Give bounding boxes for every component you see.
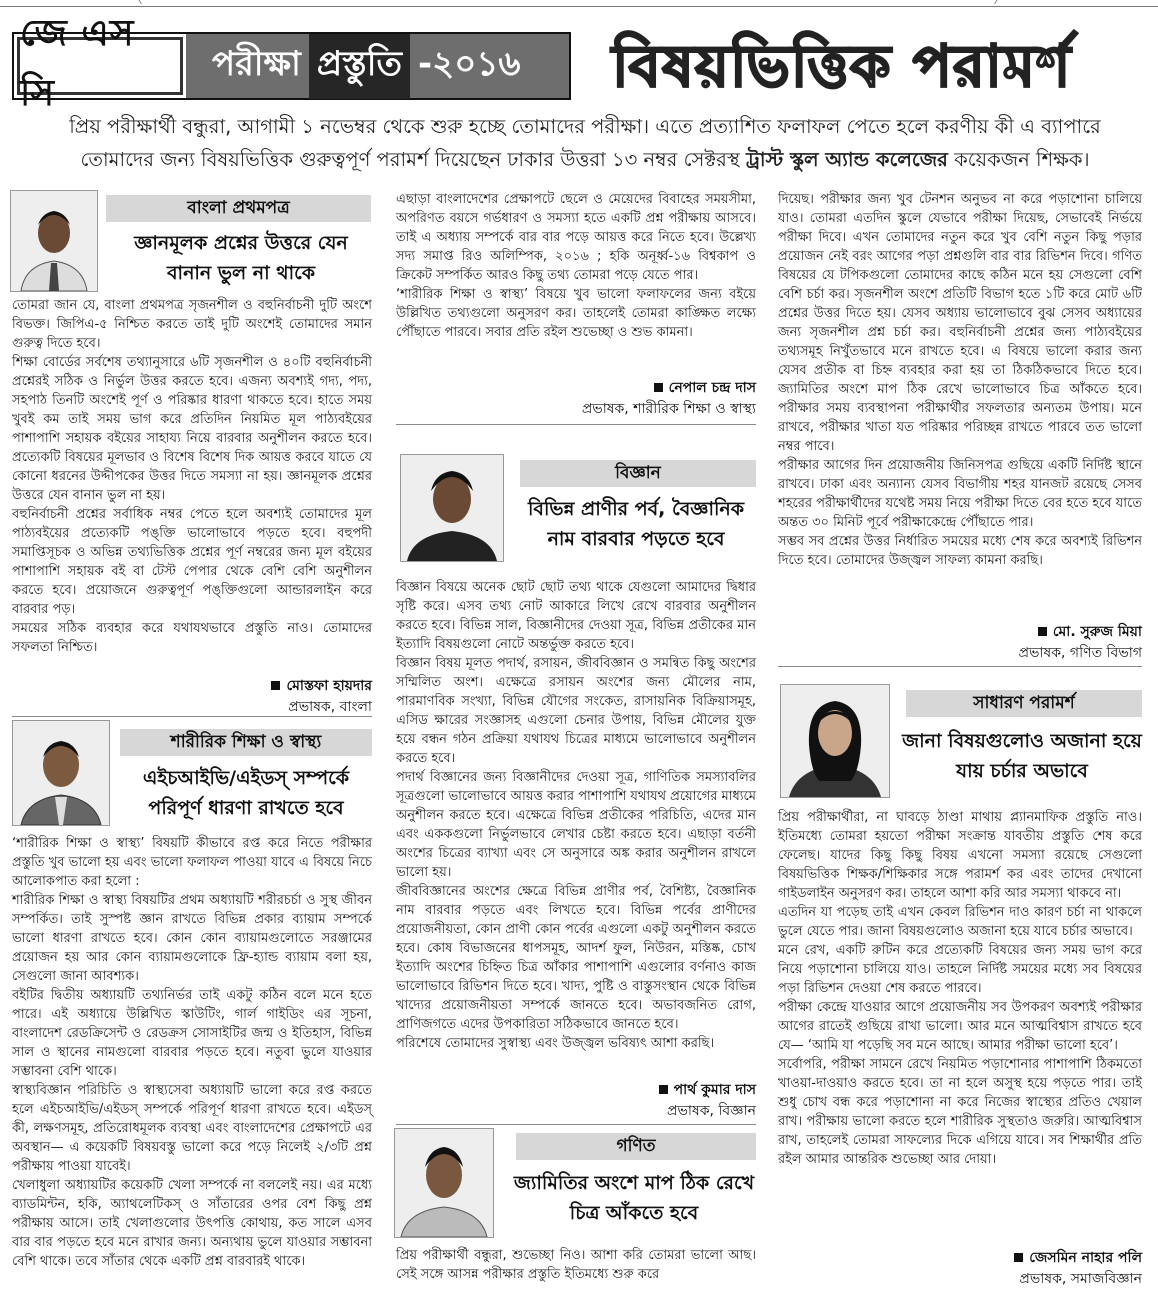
intro-line-2c: কয়েকজন শিক্ষক। — [954, 148, 1090, 171]
ganit-para: সম্ভব সব প্রশ্নের উত্তর নির্ধারিত সময়ের মধ্যে শেষ করে অবশ্যই রিভিশন দিতে হবে। তোমাদের উজ্জ্বল সাফল্য কামনা করছি। — [778, 534, 1142, 568]
subhead-bangla: জ্ঞানমূলক প্রশ্নের উত্তরে যেন বানান ভুল না থাকে — [134, 232, 348, 284]
sharirik-teacher-photo — [12, 720, 110, 826]
sadharon-para: প্রিয় পরীক্ষার্থীরা, না ঘাবড়ে ঠাণ্ডা মাথায় প্ল্যানমাফিক প্রস্তুতি নাও। ইতিমধ্যে তোমরা হয়তো পরীক্ষা সংক্রান্ত যাবতীয় প্রস্তুতি শেষ করে ফেলেছ। যাদের কিছু কিছু বিষয় এখনো সমস্যা রয়েছে সেগুলো বিষয়ভিত্তিক শিক্ষক/শিক্ষিকার সঙ্গে পরামর্শ কর এবং তাদের দেখানো গাইডলাইন অনুসরণ কর। তাহলে আশা করি আর সমস্যা থাকবে না। — [778, 810, 1142, 901]
sadharon-para: পরীক্ষা কেন্দ্রে যাওয়ার আগে প্রয়োজনীয় সব উপকরণ অবশ্যই পরীক্ষার আগের রাতেই গুছিয়ে রাখা ভালো। আর মনে আত্মবিশ্বাস রাখতে হবে যে— ‘আমি যা পড়েছি সব মনে আছে। আমার পরীক্ষা ভালো হবে’। — [778, 1000, 1142, 1053]
subhead-ganit: জ্যামিতির অংশে মাপ ঠিক রেখে চিত্র আঁকতে হবে — [513, 1172, 755, 1224]
sharirik-body — [12, 834, 372, 1271]
biggan-teacher-photo — [400, 454, 504, 562]
sadharon-para: সর্বোপরি, পরীক্ষা সামনে রেখে নিয়মিত পড়াশোনার পাশাপাশি ঠিকমতো খাওয়া-দাওয়াও করতে হবে। তা না হলে অসুস্থ হয়ে পড়তে পার। তাই শুধু চোখ বন্ধ করে পড়াশোনা না করে নিজের স্বাস্থ্যের প্রতিও খেয়াল রাখ। পরীক্ষায় ভালো করতে হলে শারীরিক সুস্থতাও জরুরি। আত্মবিশ্বাস রাখ, তাহলেই তোমরা সাফল্যের দিকে এগিয়ে যাবে। সব শিক্ষার্থীর প্রতি রইল আমার আন্তরিক শুভেচ্ছা আর দোয়া। — [778, 1057, 1142, 1167]
sadharon-author: জেসমিন নাহার পলি — [778, 1248, 1142, 1269]
intro-line-2a: তোমাদের জন্য বিষয়ভিত্তিক গুরুত্বপূর্ণ পরামর্শ দিয়েছেন ঢাকার উত্তরা ১৩ নম্বর সেক্টরস্থ — [80, 148, 740, 171]
banner-porikkha: পরীক্ষা — [212, 43, 301, 84]
biggan-author: পার্থ কুমার দাস — [396, 1080, 756, 1101]
bangla-para: বহুনির্বাচনী প্রশ্নের সর্বাধিক নম্বর পেতে হলে অবশ্যই তোমাদের মূল পাঠ্যবইয়ের প্রত্যেকটি পঙ্‌ক্তি ভালোভাবে পড়তে হবে। বহুপদী সমাপ্তিসূচক ও অভিন্ন তথ্যভিত্তিক প্রশ্নের পূর্ণ নম্বরের জন্য মূল বইয়ের পাশাপাশি সহায়ক বই বা টেস্ট পেপার থেকে বেশি বেশি অনুশীলন করতে হবে। প্রয়োজনে গুরুত্বপূর্ণ পঙ্‌ক্তিগুলো আন্ডারলাইন করে বারবার পড়। — [12, 507, 372, 617]
sharirik-para: স্বাস্থ্যবিজ্ঞান পরিচিতি ও স্বাস্থ্যসেবা অধ্যায়টি ভালো করে রপ্ত করতে হলে এইচআইভি/এইডস্ সম্পর্কে পরিপূর্ণ ধারণা রাখতে হবে। এইডস্ কী, লক্ষণসমূহ, প্রতিরোধমূলক ব্যবস্থা এবং বাংলাদেশের প্রেক্ষাপটে এর অবস্থান— এ কয়েকটি বিষয়বস্তু ভালো করে পড়ে নিলেই ২/৩টি প্রশ্ন পরীক্ষায় পাওয়া যাবেই। — [12, 1083, 372, 1174]
sadharon-para: এতদিন যা পড়েছ তাই এখন কেবল রিভিশন দাও কারণ চর্চা না থাকলে ভুলে যেতে পার। জানা বিষয়গুলোও অজানা হয়ে যাবে চর্চার অভাবে। — [778, 905, 1142, 939]
sharirik-para: এছাড়া বাংলাদেশের প্রেক্ষাপটে ছেলে ও মেয়েদের বিবাহের সময়সীমা, অপরিণত বয়সে গর্ভধারণ ও সমস্যা হতে একটি প্রশ্ন পরীক্ষায় আসবে। তাই এ অধ্যায় সম্পর্কে বার বার পড়ে আয়ত্ত করে নিতে হবে। উল্লেখ্য সদ্য সমাপ্ত রিও অলিম্পিক, ২০১৬ ; হকি অনূর্ধ্ব-১৬ বিশ্বকাপ ও ক্রিকেট সম্পর্কিত আরও কিছু তথ্য তোমরা পড়ে যেতে পার। — [396, 192, 756, 283]
intro-line-1: প্রিয় পরীক্ষার্থী বন্ধুরা, আগামী ১ নভেম্বর থেকে শুরু হচ্ছে তোমাদের পরীক্ষা। এতে প্রত্যাশিত ফলাফল পেতে হলে করণীয় কী এ ব্যাপারে — [69, 115, 1101, 138]
bangla-teacher-photo — [10, 190, 98, 292]
jsc-banner — [12, 13, 571, 114]
section-bangla: বাংলা প্রথমপত্র — [106, 195, 371, 222]
banner-right — [186, 34, 569, 98]
sharirik-body-cont — [396, 190, 756, 342]
section-biggan: বিজ্ঞান — [520, 460, 756, 487]
sharirik-para: খেলাধুলা অধ্যায়টির কয়েকটি খেলা সম্পর্কে না বললেই নয়। এর মধ্যে ব্যাডমিন্টন, হকি, অ্যাথলেটিকস্ ও সাঁতারের ওপর বেশ কিছু প্রশ্ন পরীক্ষায় আসে। তাই খেলাগুলোর উৎপত্তি কোথায়, কত সালে এসব বার বার পড়তে হবে মনে রাখার জন্য। অন্যথায় ভুলে যাওয়ার সম্ভাবনা বেশি থাকে। তবে সাঁতার থেকে একটি প্রশ্ন বারবারই থাকে। — [12, 1178, 372, 1269]
sharirik-para: বইটির দ্বিতীয় অধ্যায়টি তথ্যনির্ভর তাই একটু কঠিন বলে মনে হতে পারে। এই অধ্যায়ে উল্লিখিত স্কাউটিং, গার্ল গাইডিং এর সূচনা, বাংলাদেশ রেডক্রিসেন্ট ও রেডক্রস সোসাইটির জন্ম ও ইতিহাস, বিভিন্ন সাল ও স্থানের নামগুলো বারবার পড়তে হবে। নতুবা ভুলে যাওয়ার সম্ভাবনা বেশি থাকে। — [12, 988, 372, 1079]
ganit-teacher-photo — [394, 1128, 494, 1238]
ganit-para: প্রিয় পরীক্ষার্থী বন্ধুরা, শুভেচ্ছা নিও। আশা করি তোমরা ভালো আছ। সেই সঙ্গে আসন্ন পরীক্ষার প্রস্তুতি ইতিমধ্যে শুরু করে — [396, 1248, 756, 1282]
biggan-para: বিজ্ঞান বিষয় মূলত পদার্থ, রসায়ন, জীববিজ্ঞান ও সমন্বিত কিছু অংশের সম্মিলিত অংশ। এক্ষেত্রে রসায়ন অংশের জন্য মৌলের নাম, পারমাণবিক সংখ্যা, বিভিন্ন যৌগের সংকেত, রাসায়নিক বিক্রিয়াসমূহ, এসিড ক্ষারের সংজ্ঞাসহ এগুলো চেনার উপায়, বিভিন্ন মৌলের যুক্ত হয়ে বন্ধন গঠন প্রক্রিয়া যথাযথ চিত্রের মাধ্যমে ভালোভাবে অনুশীলন করতে হবে। — [396, 656, 756, 766]
biggan-para: পদার্থ বিজ্ঞানের জন্য বিজ্ঞানীদের দেওয়া সূত্র, গাণিতিক সমস্যাবলির সূত্রগুলো ভালোভাবে আয়ত্ত করার পাশাপাশি যথাযথ প্রয়োগের মাধ্যমে অনুশীলন করতে হবে। এক্ষেত্রে বিভিন্ন প্রতীকের পরিচিতি, এদের মান এবং এককগুলো নির্ভুলভাবে লেখার চেষ্টা করতে হবে। এছাড়া বর্তনী অংশের চিত্রের ব্যাখ্যা এবং সে অনুসারে অঙ্ক করার অনুশীলন রাখলে ভালো হয়। — [396, 770, 756, 880]
sadharon-designation: প্রভাষক, সমাজবিজ্ঞান — [1019, 1271, 1142, 1287]
ganit-author: মো. সুরুজ মিয়া — [778, 622, 1142, 643]
sharirik-para: ‘শারীরিক শিক্ষা ও স্বাস্থ্য’ বিষয়টি কীভাবে রপ্ত করে নিতে পরীক্ষার প্রস্তুতি খুব ভালো হয় এবং ভালো ফলাফল পাওয়া যাবে এ বিষয়ে নিচে আলোকপাত করা হলো : — [12, 836, 372, 889]
section-ganit: গণিত — [516, 1133, 756, 1160]
sadharon-para: মনে রেখ, একটি রুটিন করে প্রত্যেকটি বিষয়ের জন্য সময় ভাগ করে নিয়ে পড়াশোনা চালিয়ে যাও। তাহলে নির্দিষ্ট সময়ের মধ্যে সব বিষয়ের পড়া রিভিশন দেওয়া শেষ করতে পারবে। — [778, 943, 1142, 996]
sharirik-para: ‘শারীরিক শিক্ষা ও স্বাস্থ্য’ বিষয়ে খুব ভালো ফলাফলের জন্য বইয়ে উল্লিখিত তথ্যগুলো অনুসরণ কর। তাহলেই তোমরা কাঙ্ক্ষিত লক্ষ্যে পৌঁছাতে পারবে। সবার প্রতি রইল শুভেচ্ছা ও শুভ কামনা। — [396, 287, 756, 340]
intro-text — [40, 110, 1130, 176]
ganit-byline — [778, 622, 1142, 664]
ganit-body-cont — [778, 190, 1142, 570]
sharirik-byline — [396, 378, 756, 420]
bangla-byline — [12, 676, 372, 718]
intro-school: ট্রাস্ট স্কুল অ্যান্ড কলেজের — [745, 148, 948, 171]
person-photo-icon — [401, 455, 503, 561]
jsc-label: জে এস সি — [17, 37, 183, 95]
ganit-body — [396, 1246, 756, 1284]
section-sharirik: শারীরিক শিক্ষা ও স্বাস্থ্য — [120, 729, 372, 756]
bangla-para: তোমরা জান যে, বাংলা প্রথমপত্র সৃজনশীল ও বহুনির্বাচনী দুটি অংশে বিভক্ত। জিপিএ-৫ নিশ্চিত করতে তাই দুটি অংশেই তোমাদের সমান গুরুত্ব দিতে হবে। — [12, 298, 372, 351]
divider — [396, 424, 756, 425]
divider — [396, 1124, 756, 1125]
person-photo-icon — [395, 1129, 493, 1237]
ganit-para: দিয়েছ। পরীক্ষার জন্য খুব টেনশন অনুভব না করে পড়াশোনা চালিয়ে যাও। তোমরা এতদিন স্কুলে যেভাবে পরীক্ষা দিয়েছ, সেভাবেই নির্ভয়ে পরীক্ষা দিবে। এখন তোমাদের নতুন করে খুব বেশি নতুন কিছু পড়ার প্রয়োজন নেই বরং আগের পড়া প্রশ্নগুলি বার বার রিভিশন দিবে। গণিত বিষয়ের যে টপিকগুলো তোমাদের কাছে কঠিন মনে হয় সেগুলো বেশি বেশি চর্চা কর। সৃজনশীল অংশে প্রতিটি বিভাগ হতে ১টি করে মোট ৬টি প্রশ্নের উত্তর দিতে হয়। যেসব অধ্যায় ভালোভাবে বুঝ সেসব অধ্যায়ের জন্য সৃজনশীল প্রশ্ন চর্চা কর। বহুনির্বাচনী প্রশ্নের জন্য পাঠ্যবইয়ের তথ্যসমূহ নিখুঁতভাবে মনে রাখতে হবে। এ বিষয়ে ভালো করার জন্য যেসব প্রতীক বা চিহ্ন ব্যবহার করা হয় তা ঠিকঠিকভাবে দিতে হবে। জ্যামিতির অংশে মাপ ঠিক রেখে ভালোভাবে চিত্র আঁকতে হবে। পরীক্ষার সময় ব্যবস্থাপনা পরীক্ষার্থীর সফলতার অন্যতম উপায়। মনে রাখবে, পরীক্ষার খাতা যত পরিষ্কার পরিচ্ছন্ন রাখতে পারবে তত ভালো নম্বর পাবে। — [778, 192, 1142, 454]
bangla-para: শিক্ষা বোর্ডের সর্বশেষ তথ্যানুসারে ৬টি সৃজনশীল ও ৪০টি বহুনির্বাচনী প্রশ্নেরই সঠিক ও নির্ভুল উত্তর করতে হবে। এজন্য অবশ্যই গদ্য, পদ্য, সহপাঠ তিনটি অংশেই পূর্ণ ও পরিষ্কার ধারণা থাকতে হবে। হাতে সময় খুবই কম তাই সময় ভাগ করে প্রতিদিন নিয়মিত মূল পাঠ্যবইয়ের পাশাপাশি সহায়ক বইয়ের সাহায্য নিয়ে বারবার অনুশীলন করতে হবে। প্রত্যেকটি বিষয়ের মূলভাব ও বিশেষ বিশেষ দিক আয়ত্ত করবে যাতে যে কোনো ধরনের উদ্দীপকের উত্তর দিতে সমস্যা না হয়। জ্ঞানমূলক প্রশ্নের উত্তরে যেন বানান ভুল না হয়। — [12, 355, 372, 503]
section-sadharon: সাধারণ পরামর্শ — [906, 690, 1142, 717]
person-photo-icon — [13, 721, 109, 825]
person-photo-icon — [781, 685, 889, 797]
subhead-biggan: বিভিন্ন প্রাণীর পর্ব, বৈজ্ঞানিক নাম বারবার পড়তে হবে — [527, 498, 745, 550]
bangla-para: সময়ের সঠিক ব্যবহার করে যথাযথভাবে প্রস্তুতি নাও। তোমাদের সফলতা নিশ্চিত। — [12, 621, 372, 655]
biggan-byline — [396, 1080, 756, 1122]
biggan-designation: প্রভাষক, বিজ্ঞান — [667, 1103, 756, 1119]
subhead-sharirik: এইচআইভি/এইডস্ সম্পর্কে পরিপূর্ণ ধারণা রাখতে হবে — [142, 767, 350, 819]
sadharon-body — [778, 808, 1142, 1169]
biggan-para: বিজ্ঞান বিষয়ে অনেক ছোট ছোট তথ্য থাকে যেগুলো আমাদের দ্বিধার সৃষ্টি করে। এসব তথ্য নোট আকারে লিখে রেখে বারবার অনুশীলন করতে হবে। বিভিন্ন সাল, বিজ্ঞানীদের দেওয়া সূত্র, বিভিন্ন প্রতীকের মান ইত্যাদি বিষয়গুলো নোটে অন্তর্ভুক্ত করতে হবে। — [396, 580, 756, 652]
banner-year: -২০১৬ — [418, 43, 521, 84]
bangla-author: মোস্তফা হায়দার — [12, 676, 372, 697]
sharirik-para: শারীরিক শিক্ষা ও স্বাস্থ্য বিষয়টির প্রথম অধ্যায়টি শরীরচর্চা ও সুস্থ জীবন সম্পর্কিত। তাই সুস্পষ্ট জ্ঞান রাখতে বিভিন্ন প্রকার ব্যায়াম সম্পর্কে ভালো ধারণা রাখতে হবে। কোন কোন ব্যায়ামগুলোতে সরঞ্জামের প্রয়োজন হয় আর কোন ব্যায়ামগুলোকে ফ্রি-হ্যান্ড ব্যায়াম বলা হয়, সেগুলো জানা আবশ্যক। — [12, 893, 372, 984]
biggan-para: জীববিজ্ঞানের অংশের ক্ষেত্রে বিভিন্ন প্রাণীর পর্ব, বৈশিষ্ট্য, বৈজ্ঞানিক নাম বারবার পড়তে এবং লিখতে হবে। বিভিন্ন পর্বের প্রাণীদের প্রয়োজনীয়তা, কোন প্রাণী কোন পর্বের এগুলো একটু অনুশীলন করতে হবে। কোষ বিভাজনের ধাপসমূহ, আদর্শ ফুল, নিউরন, মস্তিষ্ক, চোখ ইত্যাদি অংশের চিহ্নিত চিত্র আঁকার পাশাপাশি এগুলোর বর্ণনাও কাজ ভালোভাবে রিভিশন দিতে হবে। খাদ্য, পুষ্টি ও বাস্তুসংস্থান থেকে বিভিন্ন খাদ্যের প্রয়োজনীয়তা সম্পর্কে জানতে হবে। অভাবজনিত রোগ, প্রাণিজগতে এদের উপকারিতা সঠিকভাবে জানতে হবে। — [396, 884, 756, 1032]
subhead-sadharon: জানা বিষয়গুলোও অজানা হয়ে যায় চর্চার অভাবে — [902, 730, 1142, 782]
banner-prostuti: প্রস্তুতি — [309, 34, 410, 99]
biggan-para: পরিশেষে তোমাদের সুস্বাস্থ্য এবং উজ্জ্বল ভবিষ্যৎ আশা করছি। — [396, 1036, 715, 1051]
divider — [778, 666, 1142, 667]
divider — [12, 716, 372, 717]
sharirik-author: নেপাল চন্দ্র দাস — [396, 378, 756, 399]
person-photo-icon — [11, 191, 97, 291]
bangla-designation: প্রভাষক, বাংলা — [288, 699, 372, 715]
sadharon-teacher-photo — [780, 684, 890, 798]
ganit-para: পরীক্ষার আগের দিন প্রয়োজনীয় জিনিসপত্র গুছিয়ে একটি নির্দিষ্ট স্থানে রাখবে। ঢাকা এবং অন্যান্য যেসব বিভাগীয় শহর যানজট রয়েছে সেসব শহরের পরীক্ষার্থীদের যথেষ্ট সময় নিয়ে পরীক্ষা দিতে বের হতে হবে যাতে অন্তত ৩০ মিনিট পূর্বে পরীক্ষাকেন্দ্রে পৌঁছাতে পার। — [778, 458, 1142, 530]
sharirik-designation: প্রভাষক, শারীরিক শিক্ষা ও স্বাস্থ্য — [581, 401, 756, 417]
bangla-body — [12, 296, 372, 657]
intro-line-2 — [40, 143, 1130, 176]
page-headline: বিষয়ভিত্তিক পরামর্শ — [612, 32, 1072, 100]
biggan-body — [396, 578, 756, 1053]
sadharon-byline — [778, 1248, 1142, 1290]
ganit-designation: প্রভাষক, গণিত বিভাগ — [1018, 645, 1142, 661]
